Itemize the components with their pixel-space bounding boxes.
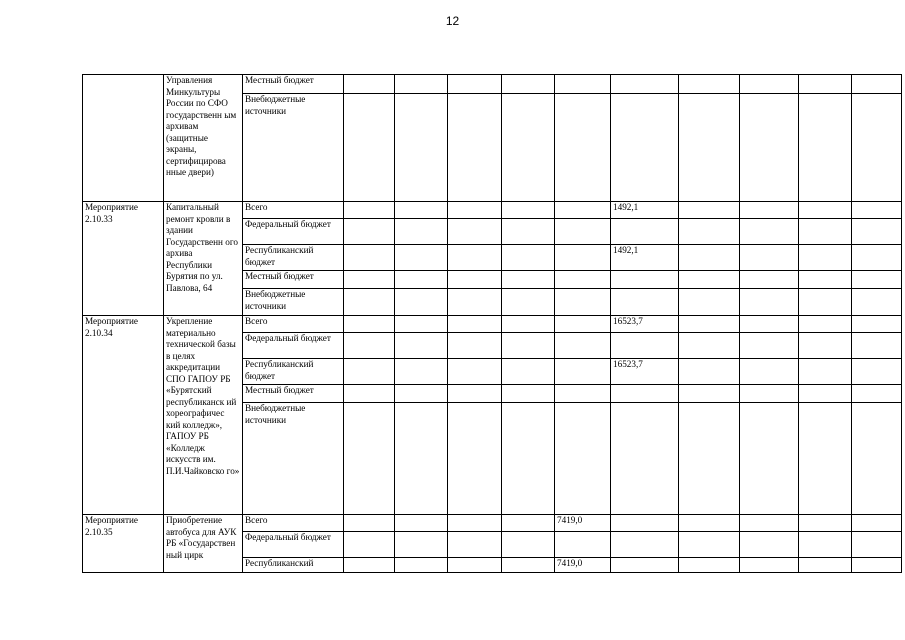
value-cell xyxy=(852,202,902,219)
value-cell xyxy=(679,532,740,558)
table-row xyxy=(83,515,902,532)
value-cell xyxy=(502,271,555,289)
value-cell xyxy=(740,75,799,94)
funding-source-cell: Местный бюджет xyxy=(243,271,344,289)
value-cell xyxy=(852,289,902,316)
funding-source-cell: Федеральный бюджет xyxy=(243,333,344,359)
value-cell xyxy=(344,219,395,245)
value-cell xyxy=(799,94,852,202)
value-cell xyxy=(344,532,395,558)
value-cell xyxy=(555,94,611,202)
value-cell xyxy=(344,558,395,573)
value-cell xyxy=(344,515,395,532)
event-cell: Мероприятие 2.10.35 xyxy=(83,515,164,573)
funding-source-cell: Республиканский бюджет xyxy=(243,245,344,271)
value-cell xyxy=(679,558,740,573)
value-cell xyxy=(852,403,902,515)
value-cell xyxy=(852,245,902,271)
value-cell xyxy=(852,359,902,385)
value-cell xyxy=(502,333,555,359)
value-cell xyxy=(852,515,902,532)
value-cell xyxy=(395,219,448,245)
value-cell: 1492,1 xyxy=(611,245,679,271)
value-cell xyxy=(344,385,395,403)
value-cell xyxy=(344,94,395,202)
value-cell xyxy=(679,316,740,333)
value-cell xyxy=(611,385,679,403)
value-cell xyxy=(852,532,902,558)
value-cell: 16523,7 xyxy=(611,316,679,333)
value-cell xyxy=(740,289,799,316)
value-cell xyxy=(740,94,799,202)
value-cell xyxy=(679,94,740,202)
value-cell xyxy=(502,403,555,515)
value-cell xyxy=(395,515,448,532)
value-cell xyxy=(740,316,799,333)
value-cell xyxy=(852,333,902,359)
value-cell xyxy=(448,359,502,385)
value-cell xyxy=(799,385,852,403)
value-cell xyxy=(448,245,502,271)
value-cell xyxy=(395,75,448,94)
table-row xyxy=(83,316,902,333)
value-cell xyxy=(852,219,902,245)
budget-table xyxy=(82,74,902,573)
value-cell xyxy=(502,532,555,558)
value-cell xyxy=(448,558,502,573)
object-cell: Капитальный ремонт кровли в здании Государственн ого архива Республики Бурятия по ул. Павлова, 64 xyxy=(164,202,243,316)
value-cell xyxy=(799,271,852,289)
page-number: 12 xyxy=(445,14,460,28)
value-cell xyxy=(502,75,555,94)
value-cell xyxy=(611,75,679,94)
value-cell xyxy=(502,94,555,202)
value-cell xyxy=(740,271,799,289)
value-cell xyxy=(395,359,448,385)
value-cell xyxy=(799,316,852,333)
value-cell xyxy=(555,403,611,515)
value-cell xyxy=(448,316,502,333)
value-cell xyxy=(679,219,740,245)
value-cell xyxy=(395,271,448,289)
table-row xyxy=(83,75,902,94)
value-cell xyxy=(448,75,502,94)
value-cell xyxy=(344,271,395,289)
value-cell xyxy=(555,75,611,94)
value-cell xyxy=(740,245,799,271)
funding-source-cell: Местный бюджет xyxy=(243,75,344,94)
value-cell xyxy=(395,532,448,558)
funding-source-cell: Всего xyxy=(243,202,344,219)
value-cell xyxy=(852,385,902,403)
value-cell xyxy=(555,359,611,385)
value-cell xyxy=(395,316,448,333)
funding-source-cell: Местный бюджет xyxy=(243,385,344,403)
value-cell xyxy=(799,359,852,385)
value-cell xyxy=(395,385,448,403)
value-cell xyxy=(555,333,611,359)
value-cell xyxy=(502,202,555,219)
value-cell xyxy=(740,515,799,532)
funding-source-cell: Республиканский бюджет xyxy=(243,359,344,385)
object-cell: Управления Минкультуры России по СФО государственн ым архивам (защитные экраны, сертифицирова нные двери) xyxy=(164,75,243,202)
value-cell xyxy=(679,245,740,271)
value-cell xyxy=(344,289,395,316)
value-cell xyxy=(799,558,852,573)
value-cell xyxy=(740,532,799,558)
value-cell xyxy=(740,558,799,573)
value-cell xyxy=(555,245,611,271)
funding-source-cell: Внебюджетные источники xyxy=(243,403,344,515)
value-cell xyxy=(740,333,799,359)
value-cell xyxy=(852,558,902,573)
value-cell xyxy=(395,289,448,316)
value-cell xyxy=(448,403,502,515)
funding-source-cell: Федеральный бюджет xyxy=(243,532,344,558)
value-cell xyxy=(502,385,555,403)
value-cell xyxy=(344,403,395,515)
value-cell xyxy=(611,289,679,316)
value-cell xyxy=(799,245,852,271)
value-cell xyxy=(344,316,395,333)
value-cell xyxy=(502,359,555,385)
value-cell xyxy=(555,385,611,403)
value-cell xyxy=(799,202,852,219)
value-cell xyxy=(448,333,502,359)
value-cell: 1492,1 xyxy=(611,202,679,219)
value-cell xyxy=(679,289,740,316)
value-cell xyxy=(448,202,502,219)
object-cell: Приобретение автобуса для АУК РБ «Государствен ный цирк xyxy=(164,515,243,573)
value-cell xyxy=(344,202,395,219)
value-cell xyxy=(448,385,502,403)
value-cell xyxy=(611,333,679,359)
value-cell xyxy=(740,219,799,245)
value-cell xyxy=(502,558,555,573)
funding-source-cell: Республиканский xyxy=(243,558,344,573)
value-cell xyxy=(344,333,395,359)
value-cell xyxy=(555,316,611,333)
funding-source-cell: Внебюджетные источники xyxy=(243,289,344,316)
value-cell xyxy=(611,403,679,515)
value-cell xyxy=(799,515,852,532)
value-cell xyxy=(799,289,852,316)
value-cell xyxy=(740,385,799,403)
value-cell xyxy=(611,532,679,558)
value-cell xyxy=(679,359,740,385)
value-cell xyxy=(611,271,679,289)
funding-source-cell: Всего xyxy=(243,515,344,532)
value-cell xyxy=(344,75,395,94)
value-cell xyxy=(448,219,502,245)
value-cell xyxy=(502,219,555,245)
table-body xyxy=(83,75,902,573)
value-cell xyxy=(344,359,395,385)
value-cell xyxy=(799,532,852,558)
value-cell xyxy=(502,289,555,316)
funding-source-cell: Всего xyxy=(243,316,344,333)
value-cell xyxy=(740,202,799,219)
value-cell xyxy=(611,558,679,573)
value-cell xyxy=(555,289,611,316)
value-cell xyxy=(395,202,448,219)
value-cell xyxy=(679,271,740,289)
value-cell xyxy=(395,558,448,573)
funding-source-cell: Внебюджетные источники xyxy=(243,94,344,202)
value-cell xyxy=(799,75,852,94)
value-cell xyxy=(799,219,852,245)
value-cell xyxy=(448,271,502,289)
value-cell xyxy=(555,202,611,219)
funding-source-cell: Федеральный бюджет xyxy=(243,219,344,245)
value-cell xyxy=(799,403,852,515)
value-cell xyxy=(395,333,448,359)
value-cell: 7419,0 xyxy=(555,558,611,573)
value-cell xyxy=(395,245,448,271)
event-cell: Мероприятие 2.10.33 xyxy=(83,202,164,316)
value-cell xyxy=(740,359,799,385)
value-cell xyxy=(679,385,740,403)
value-cell xyxy=(852,271,902,289)
object-cell: Укрепление материально технической базы в целях аккредитации СПО ГАПОУ РБ «Бурятский республиканск ий хореографичес кий колледж», ГАПОУ РБ «Колледж искусств им. П.И.Чайковско го» xyxy=(164,316,243,515)
value-cell xyxy=(679,515,740,532)
value-cell xyxy=(555,219,611,245)
value-cell: 16523,7 xyxy=(611,359,679,385)
value-cell xyxy=(611,94,679,202)
value-cell xyxy=(852,94,902,202)
value-cell xyxy=(448,532,502,558)
value-cell xyxy=(502,245,555,271)
value-cell xyxy=(555,271,611,289)
value-cell xyxy=(679,202,740,219)
value-cell xyxy=(448,289,502,316)
value-cell xyxy=(611,515,679,532)
value-cell xyxy=(344,245,395,271)
event-cell xyxy=(83,75,164,202)
value-cell xyxy=(852,316,902,333)
value-cell xyxy=(555,532,611,558)
value-cell xyxy=(740,403,799,515)
value-cell xyxy=(611,219,679,245)
value-cell xyxy=(679,333,740,359)
value-cell xyxy=(448,515,502,532)
value-cell xyxy=(799,333,852,359)
event-cell: Мероприятие 2.10.34 xyxy=(83,316,164,515)
value-cell xyxy=(395,403,448,515)
value-cell xyxy=(679,403,740,515)
value-cell xyxy=(679,75,740,94)
value-cell xyxy=(448,94,502,202)
table-row xyxy=(83,202,902,219)
value-cell xyxy=(502,515,555,532)
value-cell: 7419,0 xyxy=(555,515,611,532)
value-cell xyxy=(852,75,902,94)
value-cell xyxy=(502,316,555,333)
value-cell xyxy=(395,94,448,202)
